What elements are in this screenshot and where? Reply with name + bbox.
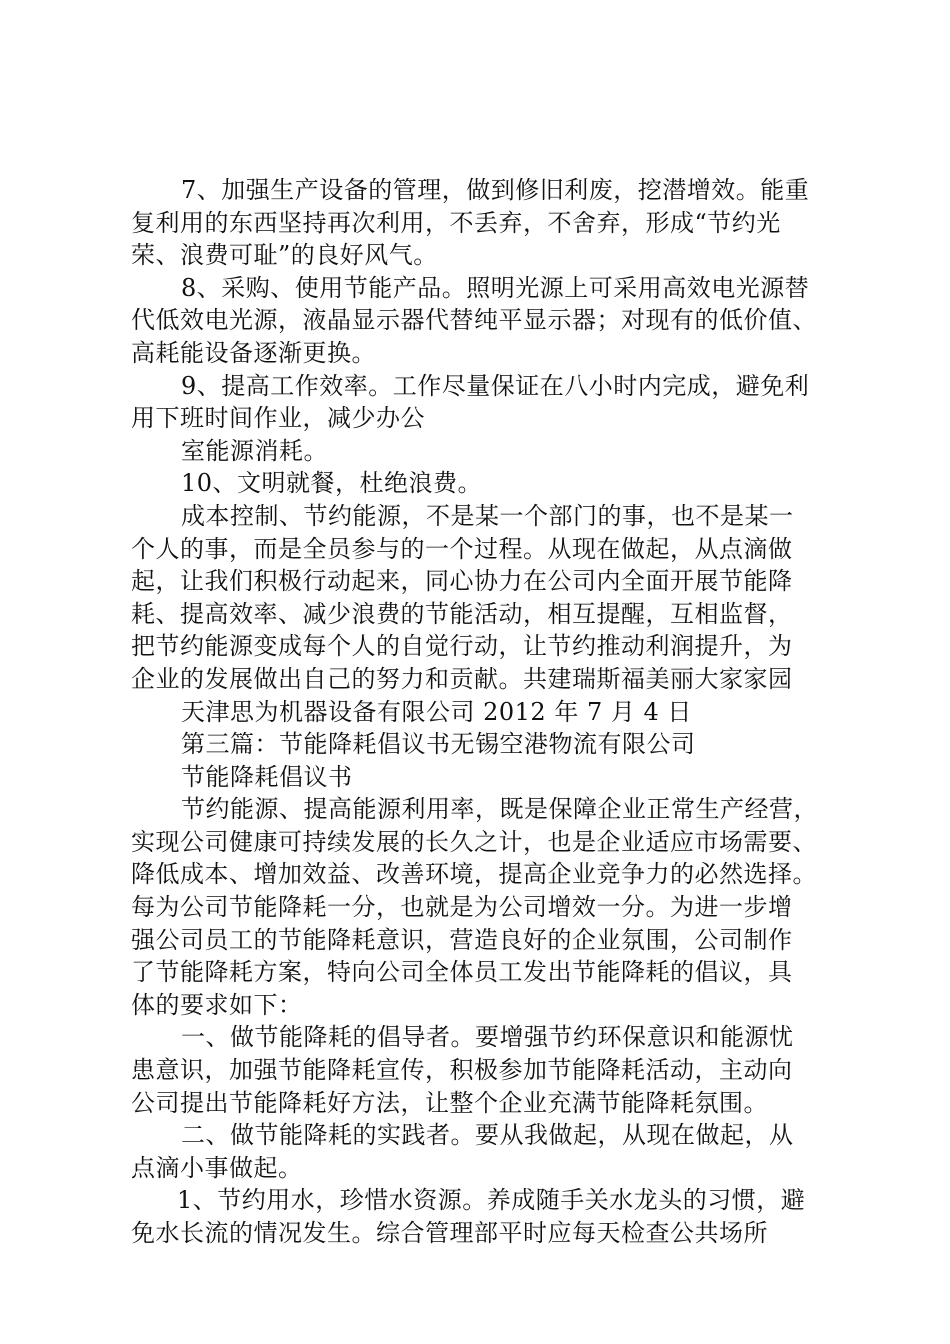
text-line: 代低效电光源，液晶显示器代替纯平显示器；对现有的低价值、 (131, 306, 817, 335)
text-line: 免水长流的情况发生。综合管理部平时应每天检查公共场所 (131, 1219, 768, 1247)
text-line: 把节约能源变成每个人的自觉行动，让节约推动利润提升，为 (131, 632, 793, 661)
text-line: 用下班时间作业，减少办公 (131, 404, 425, 433)
text-line: 复利用的东西坚持再次利用，不丢弃，不舍弃，形成“节约光 (131, 208, 781, 237)
text-line: 高耗能设备逐渐更换。 (131, 338, 376, 367)
text-line: 成本控制、节约能源，不是某一个部门的事，也不是某一 (181, 501, 794, 530)
text-line: 公司提出节能降耗好方法，让整个企业充满节能降耗氛围。 (131, 1088, 768, 1117)
text-line: 降低成本、增加效益、改善环境，提高企业竞争力的必然选择。 (131, 860, 817, 889)
text-line: 第三篇：节能降耗倡议书无锡空港物流有限公司 (181, 730, 696, 759)
text-line: 荣、浪费可耻”的良好风气。 (131, 241, 438, 270)
text-line: 7、加强生产设备的管理，做到修旧利废，挖潜增效。能重 (181, 176, 810, 204)
text-line: 1、节约用水，珍惜水资源。养成随手关水龙头的习惯，避 (177, 1186, 806, 1215)
text-line: 一、做节能降耗的倡导者。要增强节约环保意识和能源忧 (181, 1023, 794, 1052)
text-line: 起，让我们积极行动起来，同心协力在公司内全面开展节能降 (131, 567, 793, 596)
text-line: 10、文明就餐，杜绝浪费。 (181, 469, 483, 498)
text-line: 节约能源、提高能源利用率，既是保障企业正常生产经营， (181, 795, 818, 824)
text-line: 点滴小事做起。 (131, 1153, 303, 1182)
text-line: 患意识，加强节能降耗宣传，积极参加节能降耗活动，主动向 (131, 1056, 793, 1085)
text-line: 了节能降耗方案，特向公司全体员工发出节能降耗的倡议，具 (131, 958, 793, 987)
text-line: 8、采购、使用节能产品。照明光源上可采用高效电光源替 (181, 273, 810, 302)
text-line: 体的要求如下： (131, 990, 303, 1019)
text-line: 每为公司节能降耗一分，也就是为公司增效一分。为进一步增 (131, 893, 793, 922)
text-line: 节能降耗倡议书 (181, 762, 353, 791)
text-line: 企业的发展做出自己的努力和贡献。共建瑞斯福美丽大家家园 (131, 664, 793, 693)
document-body (131, 174, 831, 1250)
text-line: 实现公司健康可持续发展的长久之计，也是企业适应市场需要、 (131, 827, 817, 856)
text-line: 耗、提高效率、减少浪费的节能活动，相互提醒，互相监督， (131, 599, 793, 628)
text-line: 二、做节能降耗的实践者。要从我做起，从现在做起，从 (181, 1121, 794, 1150)
text-line: 室能源消耗。 (181, 436, 328, 465)
text-line: 天津思为机器设备有限公司 2012 年 7 月 4 日 (181, 697, 692, 726)
text-line: 强公司员工的节能降耗意识，营造良好的企业氛围，公司制作 (131, 925, 793, 954)
text-line: 个人的事，而是全员参与的一个过程。从现在做起，从点滴做 (131, 534, 793, 563)
text-line: 9、提高工作效率。工作尽量保证在八小时内完成，避免利 (181, 371, 810, 400)
